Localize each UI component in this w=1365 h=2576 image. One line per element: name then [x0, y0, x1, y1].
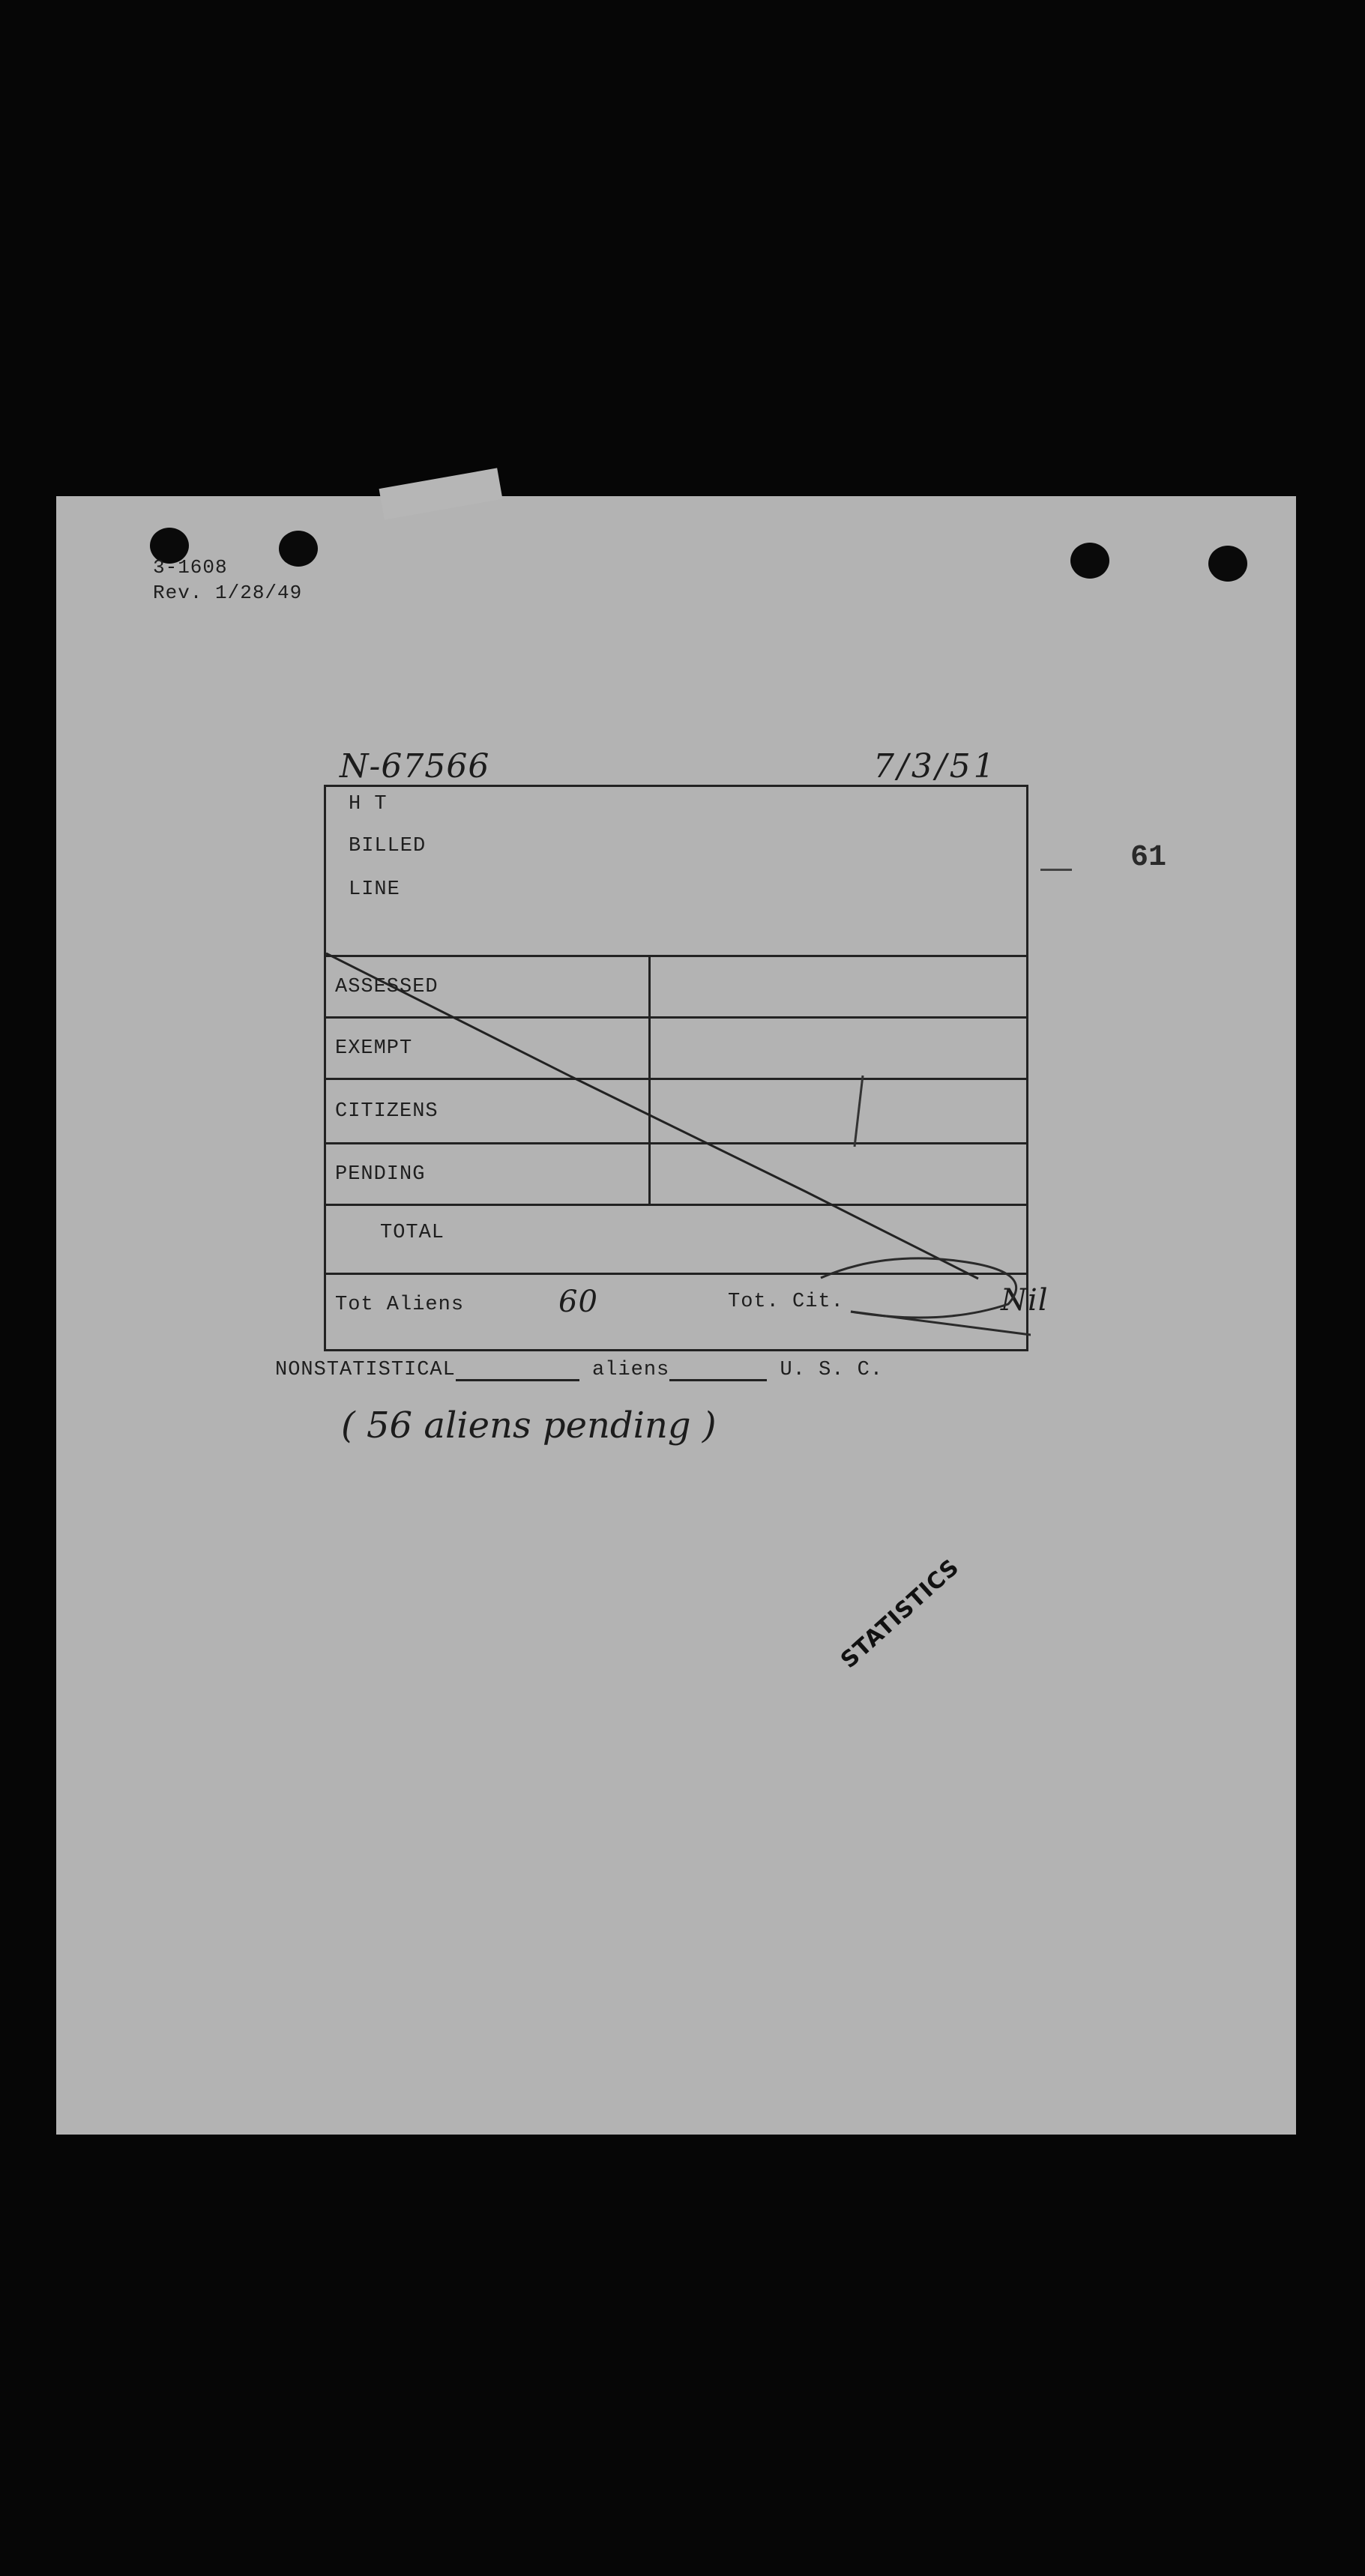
torn-paper-edge — [379, 468, 503, 519]
row-label-assessed: ASSESSED — [335, 976, 439, 998]
aliens-label: aliens — [592, 1359, 670, 1381]
statistics-stamp: STATISTICS — [836, 1554, 965, 1674]
row-label-citizens: CITIZENS — [335, 1100, 439, 1123]
form-page — [56, 496, 1296, 2135]
page-number: 61 — [1130, 841, 1167, 875]
handwritten-note: ( 56 aliens pending ) — [341, 1405, 717, 1447]
form-revision: Rev. 1/28/49 — [153, 582, 303, 604]
tot-cit-label: Tot. Cit. — [728, 1291, 844, 1313]
form-number: 3-1608 — [153, 556, 228, 579]
row-divider — [326, 1078, 1026, 1080]
statistics-form-box — [324, 785, 1049, 1351]
strike-through-line — [326, 787, 1031, 1354]
header-line-ht: H T — [349, 793, 388, 815]
row-label-pending: PENDING — [335, 1163, 426, 1186]
punch-hole-icon — [1070, 543, 1109, 579]
nonstatistical-line — [275, 1359, 883, 1381]
header-line-billed: BILLED — [349, 835, 427, 857]
aliens-blank — [669, 1361, 767, 1381]
tick-mark — [1040, 869, 1072, 871]
tot-aliens-label: Tot Aliens — [335, 1294, 465, 1316]
nonstatistical-blank — [456, 1361, 579, 1381]
usc-label: U. S. C. — [780, 1359, 884, 1381]
nonstatistical-label: NONSTATISTICAL — [275, 1359, 456, 1381]
handwritten-date: 7/3/51 — [873, 747, 998, 785]
row-label-exempt: EXEMPT — [335, 1037, 413, 1060]
total-label: TOTAL — [380, 1222, 445, 1244]
form-code — [153, 555, 302, 606]
row-divider — [326, 1142, 1026, 1144]
header-line-line: LINE — [349, 878, 400, 901]
row-divider — [326, 1273, 1026, 1275]
row-divider — [326, 955, 1026, 957]
row-divider — [326, 1016, 1026, 1019]
handwritten-aliens-count: 60 — [558, 1285, 598, 1319]
punch-hole-icon — [1208, 546, 1247, 582]
row-divider — [326, 1204, 1026, 1206]
column-divider — [648, 956, 651, 1204]
handwritten-tot-cit: Nil — [1001, 1283, 1049, 1318]
handwritten-file-number: N-67566 — [340, 747, 490, 785]
